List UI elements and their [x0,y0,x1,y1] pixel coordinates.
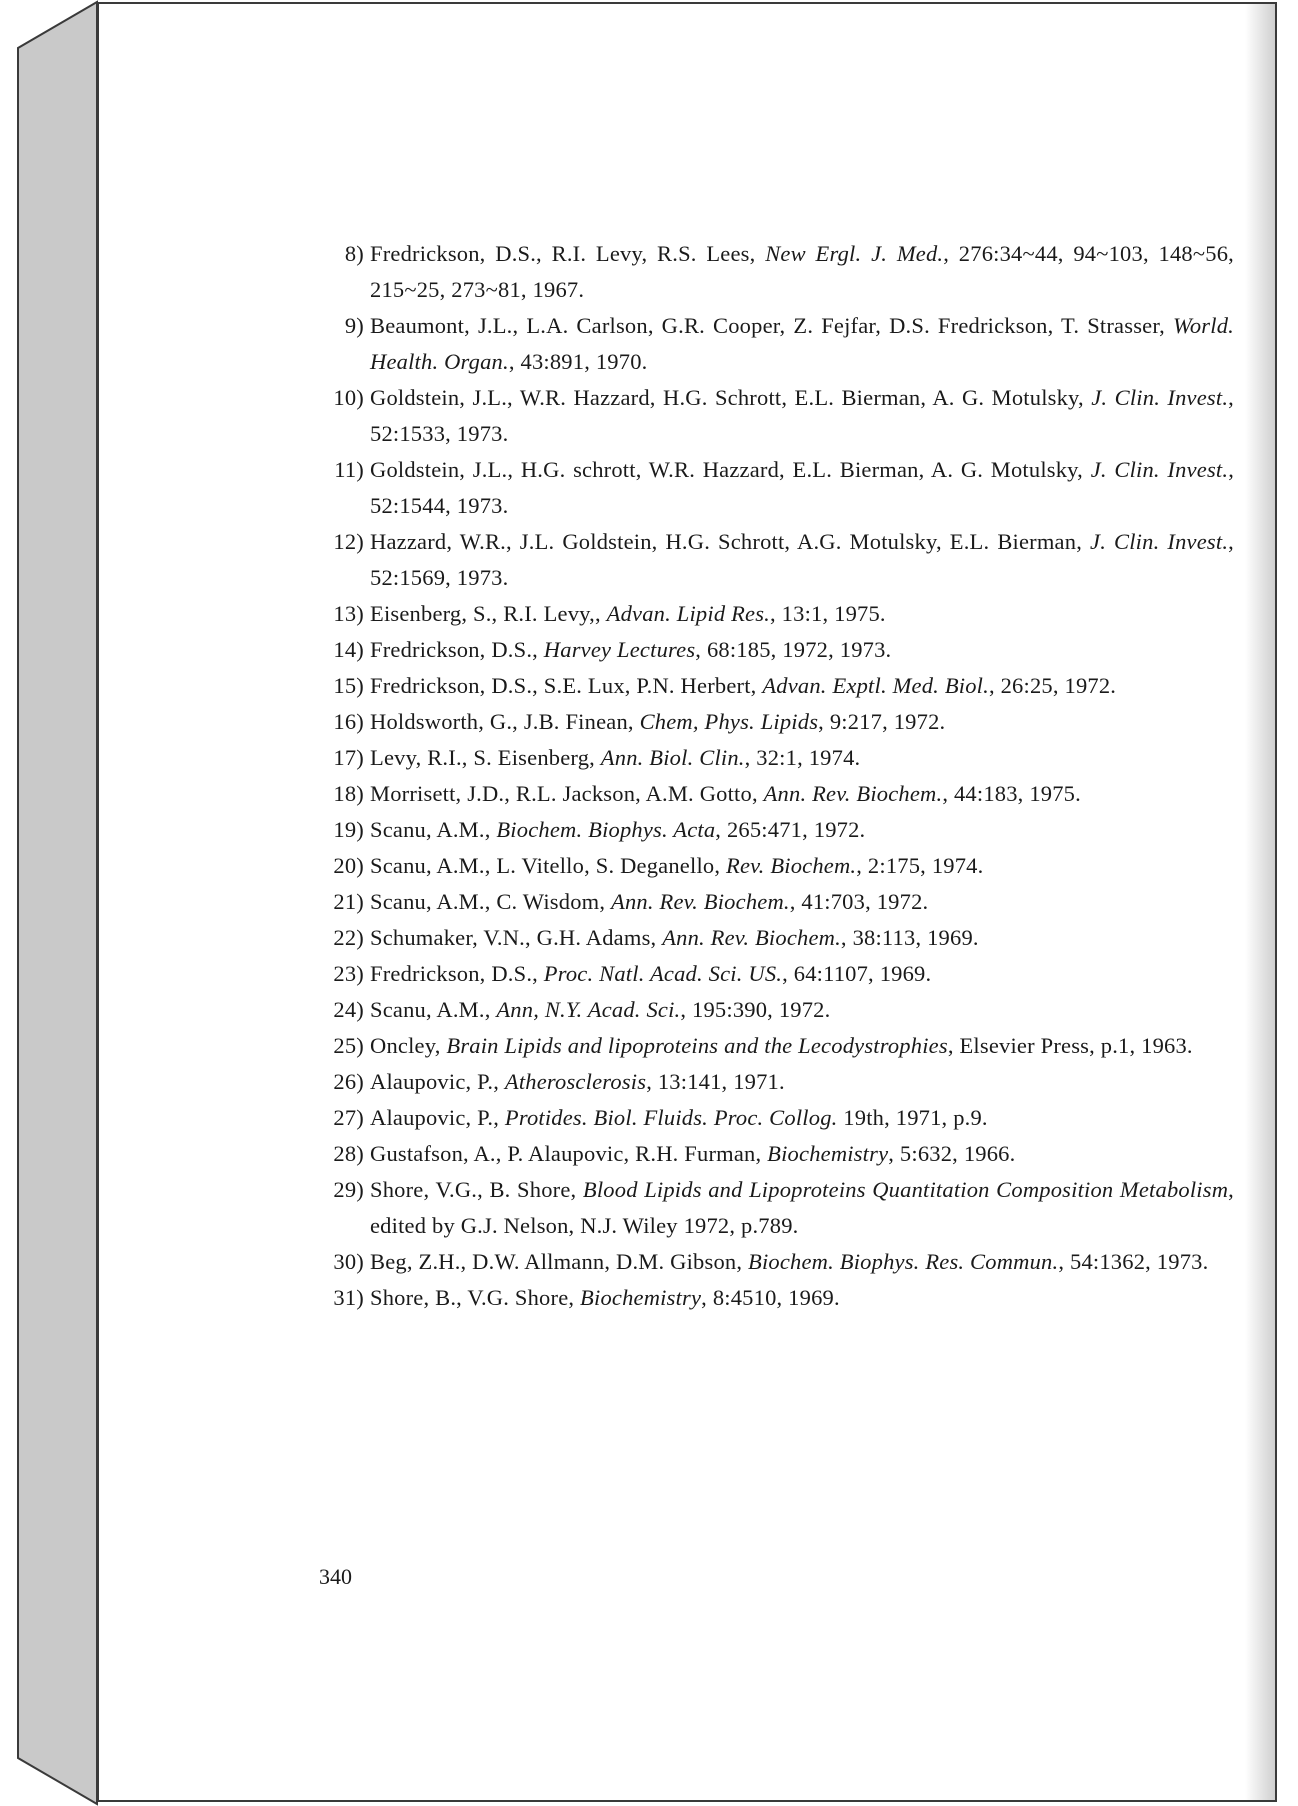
reference-number: 22) [333,925,364,950]
reference-text [370,884,1234,920]
reference-number: 16) [333,709,364,734]
reference-number: 25) [333,1033,364,1058]
reference-item [314,1244,1234,1280]
reference-number: 14) [333,637,364,662]
reference-text [370,704,1234,740]
reference-text [370,740,1234,776]
reference-number: 15) [333,673,364,698]
reference-text [370,1244,1234,1280]
reference-text-segment: Gustafson, A., P. Alaupovic, R.H. Furman, [370,1141,768,1166]
reference-number: 21) [333,889,364,914]
reference-text-segment: , edited by G.J. Nelson, N.J. Wiley 1972, p.789. [370,1177,1234,1238]
reference-item [314,848,1234,884]
reference-text [370,1136,1234,1172]
reference-source-title: Rev. Biochem. [726,853,857,878]
reference-source-title: World. Health. Organ. [370,313,1234,374]
reference-text-segment: , 68:185, 1972, 1973. [695,637,892,662]
reference-item [314,1064,1234,1100]
reference-text [370,848,1234,884]
reference-source-title: Biochem. Biophys. Res. Commun. [748,1249,1059,1274]
reference-text-segment: , 13:141, 1971. [646,1069,785,1094]
reference-text-segment: , 54:1362, 1973. [1058,1249,1209,1274]
reference-text-segment: Levy, R.I., S. Eisenberg, [370,745,601,770]
reference-text-segment: Holdsworth, G., J.B. Finean, [370,709,640,734]
reference-source-title: Ann. Rev. Biochem. [611,889,790,914]
reference-item [314,632,1234,668]
reference-source-title: Biochemistry [580,1285,702,1310]
reference-text-segment: , Elsevier Press, p.1, 1963. [947,1033,1193,1058]
reference-source-title: Biochemistry [767,1141,889,1166]
reference-source-title: Proc. Natl. Acad. Sci. US. [543,961,783,986]
reference-item [314,956,1234,992]
reference-number: 26) [333,1069,364,1094]
reference-number: 10) [333,385,364,410]
reference-text-segment: Scanu, A.M., C. Wisdom, [370,889,611,914]
reference-text-segment: , 9:217, 1972. [818,709,946,734]
reference-item [314,236,1234,308]
reference-number: 29) [333,1177,364,1202]
reference-number: 31) [333,1285,364,1310]
reference-text [370,452,1234,524]
reference-text [370,308,1234,380]
reference-number: 18) [333,781,364,806]
reference-text-segment: Fredrickson, D.S., [370,637,544,662]
reference-text [370,668,1234,704]
reference-source-title: Brain Lipids and lipoproteins and the Lecodystrophies [446,1033,948,1058]
reference-text-segment: , 276:34~44, 94~103, 148~56, 215~25, 273~81, 1967. [370,241,1234,302]
reference-text-segment: Shore, B., V.G. Shore, [370,1285,581,1310]
reference-source-title: J. Clin. Invest. [1091,385,1229,410]
reference-source-title: Ann. Rev. Biochem. [763,781,943,806]
reference-item [314,452,1234,524]
reference-text-segment: Hazzard, W.R., J.L. Goldstein, H.G. Schrott, A.G. Motulsky, E.L. Bierman, [370,529,1091,554]
reference-source-title: Chem, Phys. Lipids [639,709,819,734]
reference-source-title: Protides. Biol. Fluids. Proc. Collog. [504,1105,838,1130]
reference-source-title: Blood Lipids and Lipoproteins Quantitation Composition Metabolism [582,1177,1229,1202]
reference-text [370,956,1234,992]
reference-source-title: J. Clin. Invest. [1090,457,1229,482]
reference-text-segment: Goldstein, J.L., W.R. Hazzard, H.G. Schrott, E.L. Bierman, A. G. Motulsky, [370,385,1092,410]
reference-text-segment: Oncley, [370,1033,447,1058]
reference-source-title: Advan. Lipid Res. [606,601,771,626]
reference-number: 13) [333,601,364,626]
reference-item [314,524,1234,596]
reference-text [370,236,1234,308]
reference-text-segment: , 41:703, 1972. [789,889,929,914]
reference-source-title: Harvey Lectures [543,637,696,662]
reference-text-segment: , 13:1, 1975. [770,601,886,626]
reference-item [314,1172,1234,1244]
reference-text [370,920,1234,956]
reference-item [314,1280,1234,1316]
reference-text-segment: , 32:1, 1974. [744,745,861,770]
reference-text-segment: Scanu, A.M., [370,817,497,842]
reference-text-segment: , 265:471, 1972. [715,817,866,842]
reference-text-segment: Alaupovic, P., [370,1069,505,1094]
reference-text-segment: Schumaker, V.N., G.H. Adams, [370,925,663,950]
reference-text-segment: Fredrickson, D.S., S.E. Lux, P.N. Herbert, [370,673,763,698]
reference-item [314,776,1234,812]
reference-text-segment: Beaumont, J.L., L.A. Carlson, G.R. Cooper, Z. Fejfar, D.S. Fredrickson, T. Strasser, [370,313,1173,338]
reference-number: 9) [344,313,364,338]
reference-text-segment: , 44:183, 1975. [942,781,1081,806]
reference-item [314,704,1234,740]
reference-text-segment: , 2:175, 1974. [856,853,984,878]
page-number: 340 [319,1564,352,1589]
reference-text-segment: Eisenberg, S., R.I. Levy,, [370,601,607,626]
reference-number: 8) [344,241,364,266]
reference-text-segment: Beg, Z.H., D.W. Allmann, D.M. Gibson, [370,1249,749,1274]
reference-item [314,740,1234,776]
reference-source-title: Ann. Biol. Clin. [600,745,745,770]
reference-number: 24) [333,997,364,1022]
reference-number: 27) [333,1105,364,1130]
reference-number: 20) [333,853,364,878]
reference-text-segment: Alaupovic, P., [370,1105,505,1130]
reference-text [370,380,1234,452]
reference-item [314,1100,1234,1136]
reference-text [370,596,1234,632]
reference-text [370,1064,1234,1100]
reference-item [314,1028,1234,1064]
reference-text-segment: Fredrickson, D.S., R.I. Levy, R.S. Lees, [370,241,766,266]
reference-text [370,1028,1234,1064]
reference-text-segment: , 38:113, 1969. [840,925,979,950]
reference-source-title: Ann, N.Y. Acad. Sci. [496,997,681,1022]
reference-text [370,776,1234,812]
reference-item [314,920,1234,956]
reference-text-segment: Scanu, A.M., [370,997,497,1022]
reference-number: 30) [333,1249,364,1274]
reference-text [370,1172,1234,1244]
reference-item [314,884,1234,920]
reference-text [370,812,1234,848]
reference-text-segment: , 26:25, 1972. [988,673,1117,698]
reference-number: 17) [333,745,364,770]
reference-text-segment: , 52:1569, 1973. [370,529,1234,590]
reference-source-title: New Ergl. J. Med. [765,241,944,266]
reference-source-title: Ann. Rev. Biochem. [662,925,841,950]
reference-source-title: Atherosclerosis [504,1069,647,1094]
reference-number: 23) [333,961,364,986]
reference-text-segment: , 43:891, 1970. [508,349,648,374]
reference-text-segment: Shore, V.G., B. Shore, [370,1177,583,1202]
reference-item [314,992,1234,1028]
reference-text-segment: , 5:632, 1966. [888,1141,1016,1166]
reference-text [370,1100,1234,1136]
reference-text-segment: , 52:1544, 1973. [370,457,1235,518]
reference-text-segment: , 64:1107, 1969. [782,961,932,986]
reference-source-title: J. Clin. Invest. [1090,529,1229,554]
reference-item [314,596,1234,632]
reference-text-segment: 19th, 1971, p.9. [837,1105,988,1130]
reference-text-segment: , 8:4510, 1969. [701,1285,840,1310]
reference-text-segment: , 52:1533, 1973. [370,385,1234,446]
reference-text-segment: Scanu, A.M., L. Vitello, S. Deganello, [370,853,727,878]
reference-text-segment: Fredrickson, D.S., [370,961,544,986]
reference-item [314,668,1234,704]
reference-number: 28) [333,1141,364,1166]
reference-list [314,236,1234,1316]
reference-item [314,1136,1234,1172]
reference-text [370,992,1234,1028]
reference-item [314,380,1234,452]
reference-source-title: Advan. Exptl. Med. Biol. [762,673,989,698]
reference-text [370,1280,1234,1316]
book-page [97,2,1277,1802]
reference-source-title: Biochem. Biophys. Acta [496,817,716,842]
reference-number: 12) [333,529,364,554]
reference-text-segment: , 195:390, 1972. [680,997,831,1022]
reference-number: 11) [334,457,364,482]
reference-item [314,308,1234,380]
reference-item [314,812,1234,848]
book-spine [0,0,100,1806]
reference-text [370,524,1234,596]
reference-number: 19) [333,817,364,842]
reference-text-segment: Morrisett, J.D., R.L. Jackson, A.M. Gotto, [370,781,764,806]
reference-text-segment: Goldstein, J.L., H.G. schrott, W.R. Hazzard, E.L. Bierman, A. G. Motulsky, [370,457,1091,482]
reference-text [370,632,1234,668]
